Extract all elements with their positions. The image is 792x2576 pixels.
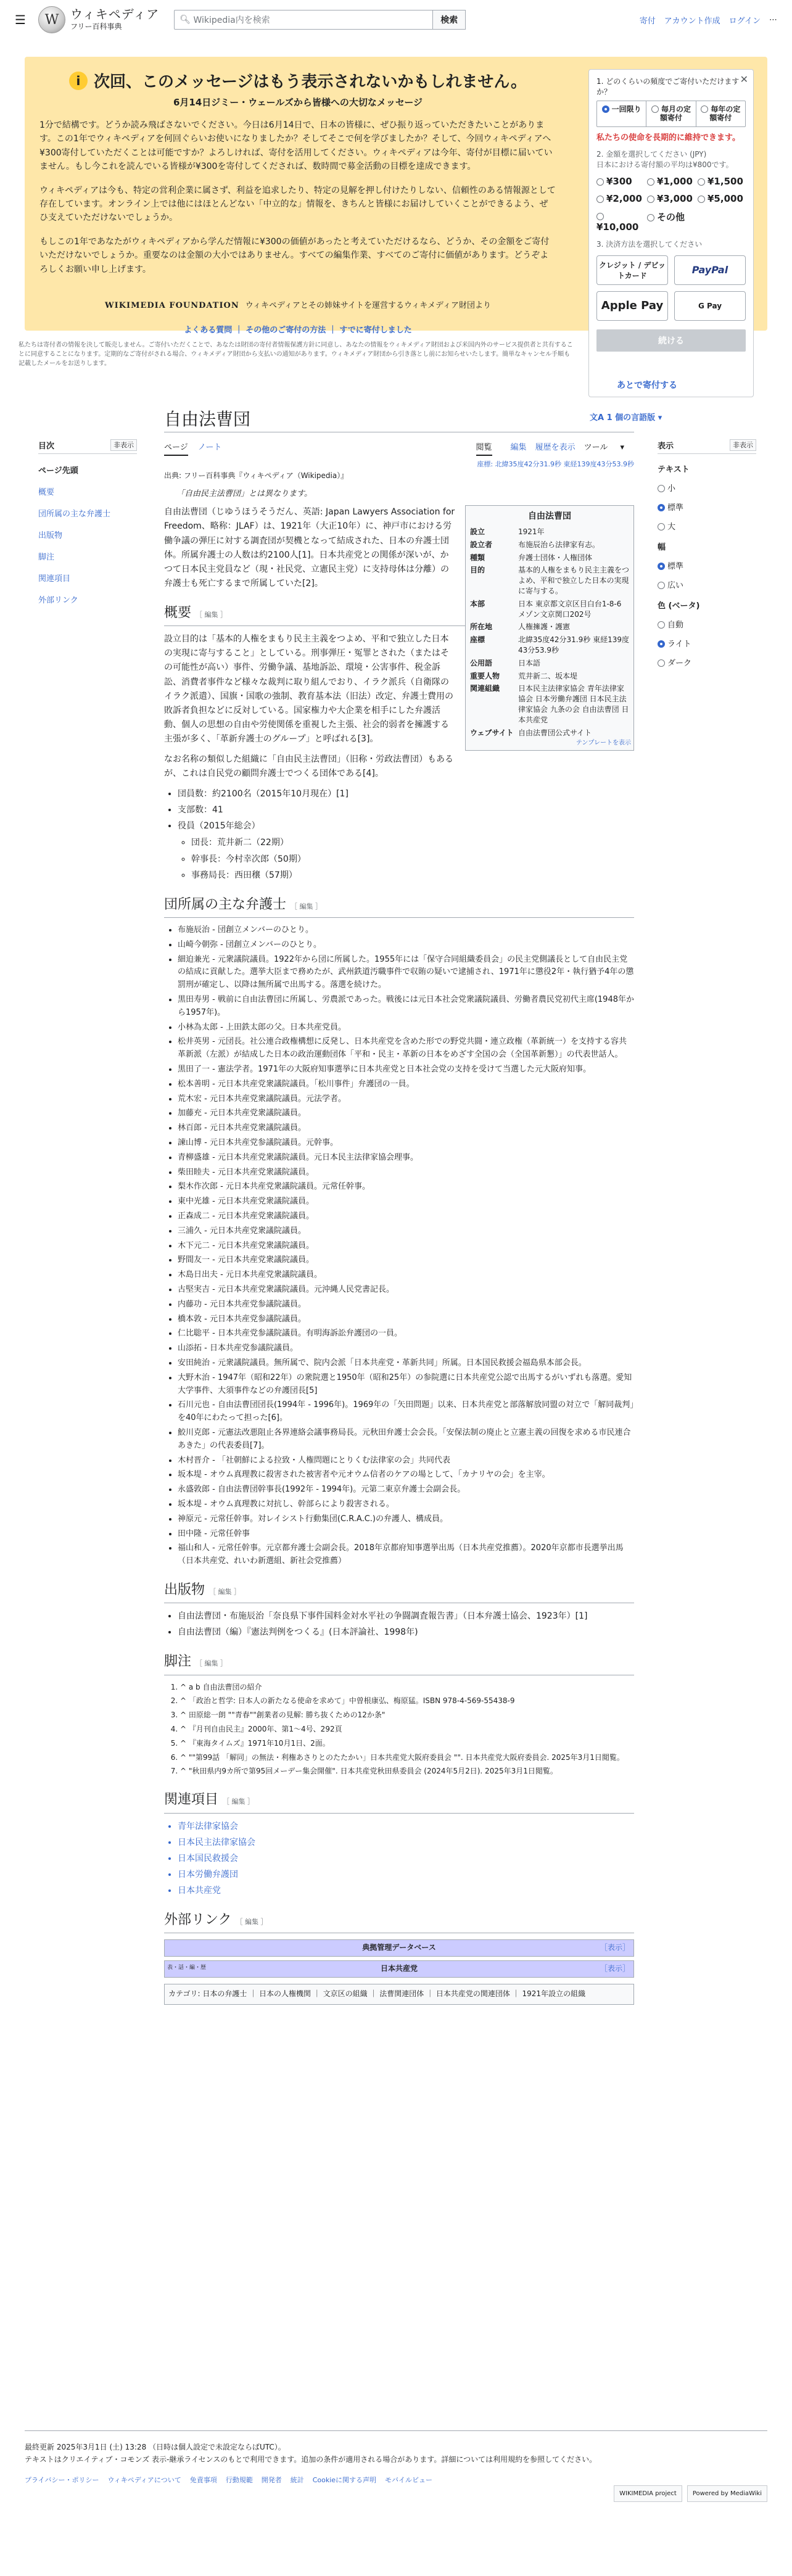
member-item: • 諫山博 - 元日本共産党参議院議員。元幹事。 (178, 1137, 634, 1150)
infobox-value: 1921年 (518, 527, 545, 536)
infobox-value: 基本的人権をまもり民主主義をつよめ、平和で独立した日本の実現に寄与する。 (518, 566, 630, 595)
infobox-row (468, 682, 631, 726)
toc-hide-button[interactable]: 非表示 (110, 439, 137, 451)
member-item: • 坂本堤 - オウム真理教に対抗し、幹部らにより殺害される。 (178, 1498, 634, 1511)
google-pay-button[interactable]: G Pay (674, 291, 746, 321)
member-item: • 田中隆 - 元常任幹事 (178, 1528, 634, 1541)
overview-paragraph: なお名称の類似した組織に「自由民主法曹団」（旧称・労政法曹団）もあるが、これは自民党の顧問弁護士でつくる団体である[4]。 (164, 754, 453, 779)
site-tagline: フリー百科事典 (70, 22, 122, 31)
member-item: • 黒田了一 - 憲法学者。1971年の大阪府知事選挙に日本共産党と日本社会党の支持を受けて当選した元大阪府知事。 (178, 1063, 634, 1076)
member-item: • 林百郎 - 元日本共産党衆議院議員。 (178, 1122, 634, 1135)
infobox-label: 目的 (470, 566, 485, 575)
edit-link[interactable]: ［ 編集 ］ (196, 610, 228, 619)
infobox-value: 自由法曹団公式サイト (518, 728, 592, 737)
tab-history[interactable]: 履歴を表示 (535, 443, 575, 452)
tab-edit[interactable]: 編集 (510, 443, 527, 452)
related-item[interactable]: • 青年法律家協会 (178, 1820, 634, 1834)
member-item: • 加藤充 - 元日本共産党衆議院議員。 (178, 1107, 634, 1120)
table-of-contents (38, 439, 137, 605)
reference-item: 4. ^ 『月刊自由民主』2000年、第1〜4号、292頁 (180, 1724, 634, 1736)
banner-subtitle: 6月14日ジミー・ウェールズから皆様への大切なメッセージ (173, 97, 423, 108)
section-heading: 概要 ［ 編集 ］ (164, 602, 634, 626)
stats-list (178, 787, 634, 883)
toc-item[interactable]: 関連項目 (38, 574, 71, 584)
tab-tools[interactable]: ツール ▾ (584, 443, 624, 452)
width-heading: 幅 (658, 543, 666, 552)
search-form (174, 10, 466, 30)
section-heading: 出版物 ［ 編集 ］ (164, 1579, 634, 1603)
search-button[interactable]: 検索 (433, 10, 466, 30)
list-item: • 支部数：41 (178, 803, 634, 817)
member-item: • 正森成二 - 元日本共産党衆議院議員。 (178, 1210, 634, 1223)
member-item: • 山崎今朝弥 - 団創立メンバーのひとり。 (178, 939, 634, 952)
member-item: • 古堅実吉 - 元日本共産党衆議院議員。元沖縄人民党書記長。 (178, 1284, 634, 1297)
member-item: • 神原元 - 元常任幹事。対レイシスト行動集団(C.R.A.C.)の弁護人、構成員。 (178, 1513, 634, 1526)
publications-list (178, 1609, 634, 1640)
member-item: • 山添拓 - 日本共産党参議院議員。 (178, 1342, 634, 1355)
banner-title: 次回、このメッセージはもう表示されないかもしれません。 (93, 73, 527, 91)
page-tabs (164, 440, 634, 456)
fundraising-banner (25, 57, 767, 346)
reference-item: 1. ^ a b 自由法曹団の紹介 (180, 1682, 634, 1694)
site-name: ウィキペディア (70, 7, 160, 22)
member-item: • 柴田睦夫 - 元日本共産党衆議院議員。 (178, 1166, 634, 1179)
close-icon[interactable]: ✕ (740, 73, 748, 85)
infobox-label: 本部 (470, 599, 485, 608)
navbox-vte[interactable]: 表・話・編・歴 (167, 1965, 207, 1971)
width-option[interactable]: 広い (658, 579, 756, 590)
member-item: • 木村晋介 - 「社朝鮮による拉致・人権問題にとりくむ法律家の会」共同代表 (178, 1455, 634, 1468)
infobox-value: 人権擁護・護憲 (518, 622, 571, 632)
frequency-monthly[interactable]: 毎月の定額寄付 (646, 101, 696, 126)
infobox-value: 弁護士団体・人権団体 (518, 553, 593, 562)
infobox-value: 布施辰治ら法律家有志。 (518, 540, 600, 549)
paypal-button[interactable]: PayPal (674, 255, 746, 285)
create-account-link[interactable]: アカウント作成 (664, 16, 720, 26)
infobox (465, 505, 634, 751)
article-body (164, 460, 634, 2005)
infobox-value: 荒井新二、坂本堤 (518, 671, 578, 680)
infobox-row (468, 727, 631, 740)
wikipedia-logo[interactable] (38, 6, 159, 33)
amount-note: 日本における寄付額の平均は¥800です。 (596, 160, 733, 169)
section-heading: 外部リンク ［ 編集 ］ (164, 1909, 634, 1933)
infobox-value: 日本民主法律家協会 青年法律家協会 日本労働弁護団 日本民主法律家協会 九条の会 自由法曹団 日本共産党 (518, 684, 629, 724)
infobox-label: ウェブサイト (470, 728, 514, 737)
list-item: ◦ 事務局長：西田穣（57期） (191, 869, 634, 883)
intro-paragraph: 自由法曹団（じゆうほうそうだん、英語: Japan Lawyers Association for Freedom、略称：JLAF）は、1921年（大正10年）に、神戸市における労働争議の弾圧に対する調査団が契機となって結成された、日本の弁護士団体。所属弁護士の人数は約2100人[1]。日本共産党との関係が深いが、かつて日本民主党員など（現・社民党、立憲民主党）に支持母体は分離）の弁護士も死亡するまで所属していた[2]。 (164, 507, 455, 588)
related-item[interactable]: • 日本共産党 (178, 1884, 634, 1898)
banner-paragraph: 1分で結構です。どうか読み飛ばさないでください。今日は6月14日で、日本の皆様に、ぜひ振り返っていただきたいことがあります。この1年でウィキペディアを何回ぐらいお使いになりましたか？そしてそこで何を学びましたか？そして、今回ウィキペディアへ¥300寄付していただくことは可能ですか？よろしければ、寄付を活用してください。ウィキペディアは今年、寄付が目標に届いていません。もし今これを読んでいる皆様が¥300を寄付してくだされば、数時間で募金活動の目標を達成できます。 (39, 120, 553, 172)
member-item: • 松本善明 - 元日本共産党衆議院議員。「松川事件」弁護団の一員。 (178, 1078, 634, 1091)
related-item[interactable]: • 日本労働弁護団 (178, 1868, 634, 1882)
member-item: • 鮫川克郎 - 元憲法改悪阻止各界連絡会議事務局長。元秋田弁護士会会長。「安保法制の廃止と立憲主義の回復を求める市民連合あきた」の代表委員[7]。 (178, 1427, 634, 1453)
infobox-value: 北緯35度42分31.9秒 東経139度43分53.9秒 (518, 635, 629, 654)
banner-links[interactable]: よくある質問 ｜ その他のご寄付の方法 ｜ すでに寄付しました (184, 326, 412, 335)
toc-title: 目次 (38, 442, 55, 451)
member-item: • 梨木作次郎 - 元日本共産党衆議院議員。元常任幹事。 (178, 1181, 634, 1194)
infobox-row (468, 621, 631, 634)
search-placeholder: Wikipedia内を検索 (193, 15, 270, 25)
section-heading: 脚注 ［ 編集 ］ (164, 1651, 634, 1675)
member-item: • 内藤功 - 元日本共産党参議院議員。 (178, 1298, 634, 1311)
amount-option[interactable]: ¥10,000 (596, 210, 645, 233)
footer-link[interactable]: 開発者 (261, 2475, 282, 2484)
section-heading: 関連項目 ［ 編集 ］ (164, 1789, 634, 1813)
infobox-label: 公用語 (470, 658, 493, 667)
edit-link[interactable]: ［ 編集 ］ (236, 1918, 268, 1926)
infobox-label: 種類 (470, 553, 485, 562)
monthly-note: 私たちの使命を長期的に維持できます。 (596, 133, 740, 142)
amount-question: 2. 金額を選択してください (JPY) (596, 149, 707, 159)
toc-item[interactable]: 外部リンク (38, 596, 78, 605)
list-item: • 自由法曹団（編）『憲法判例をつくる』(日本評論社、1998年) (178, 1625, 634, 1640)
amount-option[interactable]: ¥1,500 (698, 176, 746, 187)
translate-icon: 文A (590, 413, 607, 423)
amount-option[interactable]: ¥1,000 (647, 176, 695, 187)
section-heading: 団所属の主な弁護士 ［ 編集 ］ (164, 894, 634, 918)
edit-link[interactable]: ［ 編集 ］ (196, 1659, 228, 1668)
members-list (178, 924, 634, 1568)
license-text: テキストはクリエイティブ・コモンズ 表示-継承ライセンスのもとで利用できます。追加の条件が適用される場合があります。詳細については利用規約を参照してください。 (25, 2455, 597, 2464)
edit-link[interactable]: ［ 編集 ］ (209, 1587, 241, 1596)
member-item: • 小林為太郎 - 上田鉄太郎の父。日本共産党員。 (178, 1022, 634, 1034)
footer-link[interactable]: 免責事項 (189, 2475, 217, 2484)
login-link[interactable]: ログイン (728, 16, 761, 26)
member-item: • 安田純治 - 元衆議院議員。無所属で、院内会派「日本共産党・革新共同」所属。日本国民救援会福島県本部会長。 (178, 1357, 634, 1370)
banner-paragraph: もしこの1年であなたがウィキペディアから学んだ情報に¥300の価値があったと考えていただけるなら、どうか、その金額をご寄付いただけないでしょうか。重要なのは金額の大小ではありません。すべての編集作業、すべてのご寄付に価値があります。どうぞよろしくお願い申し上げます。 (39, 236, 550, 275)
infobox-label: 設立 (470, 527, 485, 536)
reference-item: 3. ^ 田原総一朗 ""青春""創業者の見解: 勝ち抜くための12か条" (180, 1709, 634, 1722)
navbox-show-button[interactable]: ［表示］ (600, 1943, 630, 1952)
tab-talk[interactable]: ノート (197, 443, 222, 452)
reference-item: 7. ^ "秋田県内9カ所で第95回メーデー集会開催". 日本共産党秋田県委員会 (2024年5月2日). 2025年3月1日閲覧。 (180, 1765, 634, 1778)
overview-paragraph: 設立目的は「基本的人権をまもり民主主義をつよめ、平和で独立した日本の実現に寄与すること」としている。刑事弾圧・冤罪とされた（またはその可能性が高い）事件、労働争議、基地訴訟、環境・公害事件、税金訴訟、消費者事件など様々な裁判に取り組んでおり、イラク派兵（自衛隊のイラク派遣）、国旗・国歌の強制、教育基本法（旧法）改定、弁護士費用の敗訴者負担などに反対している。国家権力や大企業を相手にした弁護活動、個人の思想の自由や労使関係を重視した主張、社会的弱者を擁護する主張が多く、「革新弁護士のグループ」と呼ばれる[3]。 (164, 634, 453, 744)
infobox-row (468, 657, 631, 670)
infobox-row (468, 539, 631, 551)
member-item: • 坂本堤 - オウム真理教に殺害された被害者や元オウム信者のケアの場として、「カナリヤの会」を主宰。 (178, 1469, 634, 1482)
amount-option[interactable]: ¥300 (596, 176, 645, 187)
related-item[interactable]: • 日本民主法律家協会 (178, 1836, 634, 1850)
member-item: • 黒田寿男 - 戦前に自由法曹団に所属し、労農派であった。戦後には元日本社会党衆議院議員、労働者農民党初代主席(1948年から1957年)。 (178, 994, 634, 1020)
frequency-once[interactable]: 一回限り (597, 101, 646, 126)
list-item: • 役員（2015年総会） ◦ 団長：荒井新二（22期） ◦ 幹事長：今村幸次郎（50期） ◦ 事務局長：西田穣（57期） (178, 819, 634, 882)
infobox-row (468, 551, 631, 564)
edit-link[interactable]: ［ 編集 ］ (223, 1798, 255, 1806)
amount-option[interactable]: ¥3,000 (647, 193, 695, 204)
method-question: 3. 決済方法を選択してください (596, 239, 703, 249)
member-item: • 東中光雄 - 元日本共産党衆議院議員。 (178, 1195, 634, 1208)
footer-link[interactable]: 行動規範 (225, 2475, 253, 2484)
search-icon: 🔍︎ (179, 15, 194, 25)
menu-icon[interactable]: ☰ (15, 12, 26, 27)
infobox-label: 関連組織 (470, 684, 500, 693)
text-size-option[interactable]: 小 (658, 482, 756, 493)
mediawiki-badge[interactable]: Powered by MediaWiki (687, 2485, 767, 2502)
reference-item: 2. ^ 「政治と哲学: 日本人の新たなる使命を求めて」中曽根康弘、梅原猛。ISBN 978-4-569-55438-9 (180, 1695, 634, 1707)
site-header (0, 0, 792, 39)
color-option[interactable]: 自動 (658, 618, 756, 630)
width-option[interactable]: 標準 (658, 559, 756, 571)
donation-form (588, 69, 754, 397)
donate-link[interactable]: 寄付 (639, 16, 656, 26)
color-option[interactable]: ダーク (658, 656, 756, 668)
infobox-row (468, 634, 631, 657)
article-source: 出典: フリー百科事典『ウィキペディア（Wikipedia）』 (164, 471, 349, 481)
navbox-jcp: 表・話・編・歴 日本共産党 ［表示］ (164, 1960, 634, 1978)
coordinates[interactable]: 座標: 北緯35度42分31.9秒 東経139度43分53.9秒 (477, 460, 634, 468)
infobox-title: 自由法曹団 (528, 511, 571, 522)
last-modified: 最終更新 2025年3月1日 (土) 13:28 （日時は個人設定で未設定ならばUTC）。 (25, 2443, 286, 2451)
footer-link[interactable]: 統計 (290, 2475, 304, 2484)
member-item: • 松井英男 - 元団長。社公連合政権構想に反発し、日本共産党を含めた形での野党共闘・連立政権（革新統一）を支持する容共革新派（左派）が結成した日本の政治運動団体「平和・民主・革新の日本をめざす全国の会（全国革新懇）」の代表世話人。 (178, 1036, 634, 1062)
member-item: • 石川元也 - 自由法曹団団長(1994年 - 1996年)。1969年の「矢田問題」以来、日本共産党と部落解放同盟の対立で「解同裁判」を40年にわたって担った[6]。 (178, 1399, 634, 1425)
reference-item: 6. ^ ""第99話 「解同」の無法・利権あさりとのたたかい」日本共産党大阪府委員会 "". 日本共産党大阪府委員会. 2025年3月1日閲覧。 (180, 1752, 634, 1764)
member-item: • 大野木治 - 1947年（昭和22年）の衆院選と1950年（昭和25年）の参院選に日本共産党公認で出馬するがいずれも落選。愛知大学事件、大須事件などの弁護団長[5] (178, 1372, 634, 1398)
info-icon: i (69, 72, 88, 90)
member-item: • 荒木宏 - 元日本共産党衆議院議員。元法学者。 (178, 1093, 634, 1106)
member-item: • 細迫兼光 - 元衆議院議員。1922年から団に所属した。1955年には「保守合同組織委員会」の民主党側議長として自由民主党の結成に貢献した。選挙大臣まで務めたが、武州鉄道汚職事件で収賄の疑いで逮捕され、1971年に懲役2年・執行猶予4年の懲罰刑が確定し、以降は無所属で出馬する。落選を続けた。 (178, 954, 634, 992)
member-item: • 仁比聡平 - 日本共産党参議院議員。有明海訴訟弁護団の一員。 (178, 1327, 634, 1340)
related-item[interactable]: • 日本国民救援会 (178, 1852, 634, 1866)
wikipedia-globe-icon: W (38, 6, 65, 33)
footer-link[interactable]: Cookieに関する声明 (312, 2475, 377, 2484)
infobox-value: 日本 東京都文京区目白台1-8-6 メゾン文京関口202号 (518, 599, 622, 619)
member-item: • 野間友一 - 元日本共産党衆議院議員。 (178, 1254, 634, 1267)
edit-link[interactable]: ［ 編集 ］ (291, 902, 323, 910)
wikimedia-logo: WIKIMEDIA FOUNDATION (105, 301, 239, 310)
toc-item[interactable]: 出版物 (38, 531, 63, 540)
infobox-value: 日本語 (518, 658, 541, 667)
search-input[interactable] (174, 10, 433, 30)
show-template-link[interactable]: テンプレートを表示 (575, 740, 631, 747)
navbox-authority: 典拠管理データベース ［表示］ (164, 1939, 634, 1957)
infobox-row (468, 670, 631, 683)
toc-item[interactable]: 概要 (38, 488, 55, 497)
appearance-panel (658, 439, 756, 668)
wikimedia-badge[interactable]: WIKIMEDIA project (614, 2485, 682, 2502)
navbox-show-button[interactable]: ［表示］ (600, 1964, 630, 1973)
frequency-question: 1. どのくらいの頻度でご寄付いただけますか？ (596, 77, 740, 96)
toc-item[interactable]: 団所属の主な弁護士 (38, 510, 111, 519)
frequency-yearly[interactable]: 毎年の定額寄付 (696, 101, 745, 126)
card-button[interactable]: クレジット / デビットカード (596, 255, 668, 285)
reference-item: 5. ^ 『東海タイムズ』1971年10月1日、2面。 (180, 1738, 634, 1750)
toc-item[interactable]: ページ先頭 (38, 466, 78, 476)
list-item: ◦ 団長：荒井新二（22期） (191, 836, 634, 850)
color-option[interactable]: ライト (658, 637, 756, 649)
appearance-hide-button[interactable]: 非表示 (730, 439, 756, 451)
amount-option[interactable]: ¥5,000 (698, 193, 746, 204)
infobox-row (468, 526, 631, 539)
text-size-heading: テキスト (658, 465, 690, 474)
member-item: • 木島日出夫 - 元日本共産党衆議院議員。 (178, 1269, 634, 1282)
categories[interactable]: カテゴリ: 日本の弁護士 ｜ 日本の人権機関 ｜ 文京区の組織 ｜ 法曹関連団体 ｜ 日本共産党の関連団体 ｜ 1921年設立の組織 (164, 1984, 634, 2005)
footer-link[interactable]: プライバシー・ポリシー (25, 2475, 99, 2484)
member-item: • 木下元二 - 元日本共産党衆議院議員。 (178, 1240, 634, 1253)
toc-item[interactable]: 脚注 (38, 553, 55, 562)
member-item: • 橋本敦 - 元日本共産党参議院議員。 (178, 1313, 634, 1326)
tab-read[interactable]: 閲覧 (476, 440, 492, 456)
donate-later-link[interactable]: あとで寄付する (617, 381, 677, 390)
footer-link[interactable]: ウィキペディアについて (107, 2475, 181, 2484)
text-size-option[interactable]: 大 (658, 520, 756, 532)
member-item: • 布施辰治 - 団創立メンバーのひとり。 (178, 924, 634, 937)
infobox-label: 座標 (470, 635, 485, 645)
text-size-option[interactable]: 標準 (658, 501, 756, 513)
footer-link[interactable]: モバイルビュー (385, 2475, 433, 2484)
appearance-title: 表示 (658, 442, 674, 451)
banner-paragraph: ウィキペディアは今も、特定の営利企業に属さず、利益を追求したり、特定の見解を押し付けたりしない、信頼性のある情報源として存在しています。オンライン上では他にはほとんどない「中立的な」情報を、きちんと皆様にお届けしていくことができるよう、ぜひ支えていただけないでしょうか。 (39, 185, 556, 223)
related-list (178, 1820, 634, 1898)
amount-other[interactable]: その他 (647, 210, 695, 233)
apple-pay-button[interactable]: Apple Pay (596, 291, 668, 321)
references-list (180, 1682, 634, 1778)
list-item: • 自由法曹団・布施辰治「奈良県下事件国料金対水平社の争闘調査報告書」（日本弁護士協会、1923年）[1] (178, 1609, 634, 1624)
privacy-note: 私たちは寄付者の情報を決して販売しません。ご寄付いただくことで、あなたは財団の寄付者情報保護方針に同意し、あなたの情報をウィキメディア財団および米国内外のサービス提供者と共有することに同意することになります。定期的なご寄付がされる場合、ウィキメディア財団から支払いの通知があります。ウィキメディア財団から引き落とし前にお知らせいたします。簡単なキャンセル手順も記載したメールをお送りします。 (19, 342, 573, 367)
member-item: • 青柳盛雄 - 元日本共産党衆議院議員。元日本民主法律家協会理事。 (178, 1152, 634, 1165)
member-item: • 福山和人 - 元常任幹事。元京都弁護士会副会長。2018年京都府知事選挙出馬（日本共産党推薦）。2020年京都市長選挙出馬（日本共産党、れいわ新選組、新社会党推薦） (178, 1542, 634, 1568)
member-item: • 永盛敦郎 - 自由法曹団幹事長(1992年 - 1994年)。元第二東京弁護士会副会長。 (178, 1484, 634, 1496)
page-footer (25, 2430, 767, 2497)
hatnote: 「自由民主法曹団」とは異なります。 (176, 489, 312, 498)
color-heading: 色 (ベータ) (658, 601, 700, 611)
amount-option[interactable]: ¥2,000 (596, 193, 645, 204)
banner-footer-text: ウィキペディアとその姉妹サイトを運営するウィキメディア財団より (245, 301, 491, 310)
continue-button[interactable]: 続ける (596, 329, 746, 352)
infobox-label: 設立者 (470, 540, 493, 549)
language-button[interactable]: 文A 1 個の言語版 ▾ (590, 413, 662, 423)
list-item: • 団員数：約2100名（2015年10月現在）[1] (178, 787, 634, 801)
page-title: 自由法曹団 (164, 409, 251, 429)
list-item: ◦ 幹事長：今村幸次郎（50期） (191, 852, 634, 867)
tab-page[interactable]: ページ (164, 440, 188, 456)
infobox-row (468, 564, 631, 597)
member-item: • 三浦久 - 元日本共産党衆議院議員。 (178, 1225, 634, 1238)
more-icon[interactable]: ⋯ (769, 15, 777, 25)
infobox-row (468, 598, 631, 621)
infobox-label: 所在地 (470, 622, 493, 632)
infobox-label: 重要人物 (470, 671, 500, 680)
